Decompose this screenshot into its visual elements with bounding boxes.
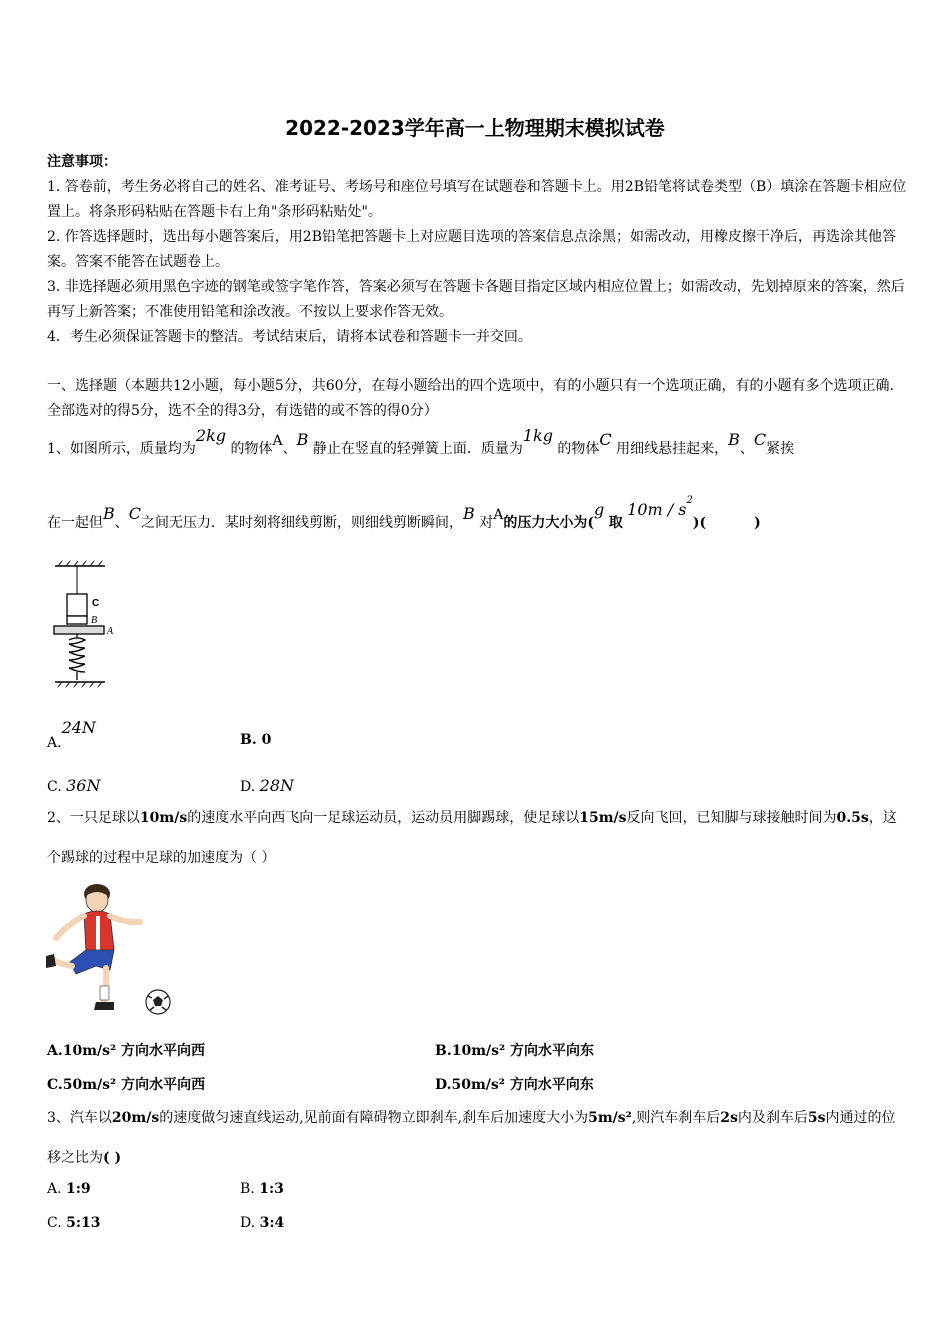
figure-label-a: A [107, 626, 114, 637]
q1-text: 取 [608, 515, 623, 531]
option-letter: D. [240, 1215, 256, 1231]
notice-item-1: 1. 答卷前，考生务必将自己的姓名、准考证号、考场号和座位号填写在试题卷和答题卡上。用2B铅笔将试卷类型（B）填涂在答题卡相应位置上。将条形码粘贴在答题卡右上角"条形码粘贴处"。 [47, 179, 907, 220]
notice-item-2: 2. 作答选择题时，选出每小题答案后，用2B铅笔把答题卡上对应题目选项的答案信息点涂黑；如需改动，用橡皮擦干净后，再选涂其他答案。答案不能答在试题卷上。 [47, 229, 896, 270]
q3-text: 内及刹车后 [737, 1110, 808, 1126]
q3-deceleration: 5m/s² [588, 1110, 632, 1126]
option-letter: B. [240, 732, 257, 748]
q3-text: 3、汽车以 [47, 1110, 112, 1126]
q1-var-a: A [493, 507, 504, 523]
q3-time-2: 5s [807, 1110, 826, 1126]
q2-contact-time: 0.5s [836, 810, 869, 826]
q1-mass-c: 1kg [522, 426, 553, 445]
q1-text: 的物体 [557, 441, 600, 457]
option-value: 28N [259, 776, 294, 795]
q1-text: )( [692, 515, 707, 531]
football-player-figure [44, 878, 184, 1018]
option-letter: A. [47, 735, 62, 751]
q1-text: 的物体 [230, 441, 273, 457]
q3-answer-paren: ( ) [103, 1150, 122, 1166]
option-letter: C. [47, 1215, 62, 1231]
q2-option-a[interactable]: A.10m/s² 方向水平向西 [47, 1043, 206, 1059]
q3-option-b[interactable] [240, 1181, 284, 1197]
q2-option-d[interactable]: D.50m/s² 方向水平向东 [435, 1077, 594, 1093]
option-value: 3:4 [259, 1215, 285, 1231]
q3-speed: 20m/s [111, 1110, 160, 1126]
spring-blocks-figure [50, 560, 130, 690]
option-letter: A. [47, 1181, 62, 1197]
q1-text: 1、如图所示，质量均为 [47, 441, 196, 457]
q2-text: 2、一只足球以 [47, 810, 140, 826]
q1-g-value: 10m / s [627, 500, 687, 519]
option-letter: D. [240, 779, 256, 795]
q1-option-c[interactable] [47, 776, 100, 795]
option-value: 0 [261, 732, 272, 748]
q2-option-c[interactable]: C.50m/s² 方向水平向西 [47, 1077, 206, 1093]
q3-time-1: 2s [720, 1110, 738, 1126]
page-title: 2022-2023学年高一上物理期末模拟试卷 [285, 116, 665, 140]
q1-text: ) [754, 515, 761, 531]
figure-label-c: C [92, 598, 100, 609]
q1-mass-ab: 2kg [195, 426, 227, 445]
q1-line-1 [47, 426, 795, 458]
q3-text: ,则汽车刹车后 [631, 1110, 721, 1126]
notice-block [47, 150, 907, 350]
figure-label-b: B [91, 615, 98, 626]
option-value: 36N [66, 776, 101, 795]
q1-option-a[interactable] [47, 718, 96, 751]
q3-text: 的速度做匀速直线运动,见前面有障碍物立即刹车,刹车后加速度大小为 [159, 1110, 589, 1126]
q2-final-speed: 15m/s [579, 810, 627, 826]
q2-option-b[interactable]: B.10m/s² 方向水平向东 [435, 1043, 595, 1059]
q1-text: 、 [282, 441, 297, 457]
q1-g-exponent: 2 [686, 495, 693, 507]
q1-text: 用细线悬挂起来， [616, 441, 729, 457]
section-heading: 一、选择题（本题共12小题，每小题5分，共60分，在每小题给出的四个选项中，有的小题只有一个选项正确，有的小题有多个选项正确.全部选对的得5分，选不全的得3分，有选错的或不答的得0分） [47, 378, 894, 419]
q2-stem [47, 798, 909, 878]
q1-var-b: B [296, 430, 309, 449]
q1-option-b[interactable] [240, 732, 271, 748]
q1-var-g: g [593, 500, 605, 519]
q1-var-a: A [272, 433, 283, 449]
q1-text: 、 [114, 515, 129, 531]
q1-text: 的压力大小为( [503, 515, 594, 531]
q3-option-d[interactable] [240, 1215, 284, 1231]
q3-option-a[interactable] [47, 1181, 91, 1197]
q3-stem [47, 1098, 909, 1178]
q1-line-2 [47, 495, 761, 532]
option-value: 24N [61, 718, 96, 737]
q1-text: 对 [479, 515, 494, 531]
option-letter: B. [240, 1181, 255, 1197]
q3-option-c[interactable] [47, 1215, 101, 1231]
q1-var-c: C [753, 430, 767, 449]
q1-option-d[interactable] [240, 776, 294, 795]
option-value: 1:9 [66, 1181, 91, 1197]
q1-var-c: C [128, 504, 142, 523]
q2-initial-speed: 10m/s [139, 810, 188, 826]
q2-text: 反向飞回，已知脚与球接触时间为 [626, 810, 837, 826]
notice-item-4: 4．考生必须保证答题卡的整洁。考试结束后，请将本试卷和答题卡一并交回。 [47, 329, 532, 345]
q1-var-b: B [103, 504, 115, 523]
q2-text: ，这个踢球的过程中足球的加速度为（ ） [47, 810, 897, 866]
q3-text: 内通过的位移之比为 [47, 1110, 896, 1166]
q1-var-b: B [728, 430, 740, 449]
notice-heading: 注意事项： [47, 154, 117, 170]
option-value: 1:3 [259, 1181, 284, 1197]
q1-text: 紧挨 [766, 441, 795, 457]
option-value: 5:13 [66, 1215, 101, 1231]
q1-text: 之间无压力．某时刻将细线剪断，则细线剪断瞬间， [141, 515, 464, 531]
q1-var-c: C [599, 430, 612, 449]
option-letter: C. [47, 779, 62, 795]
q1-text: 、 [739, 441, 754, 457]
notice-item-3: 3. 非选择题必须用黑色字迹的钢笔或签字笔作答，答案必须写在答题卡各题目指定区域内相应位置上；如需改动，先划掉原来的答案，然后再写上新答案；不准使用铅笔和涂改液。不按以上要求作答无效。 [47, 279, 905, 320]
q1-var-b: B [463, 504, 475, 523]
q1-text: 在一起但 [47, 515, 103, 531]
q1-text: 静止在竖直的轻弹簧上面．质量为 [312, 441, 523, 457]
q2-text: 的速度水平向西飞向一足球运动员，运动员用脚踢球，使足球以 [187, 810, 580, 826]
